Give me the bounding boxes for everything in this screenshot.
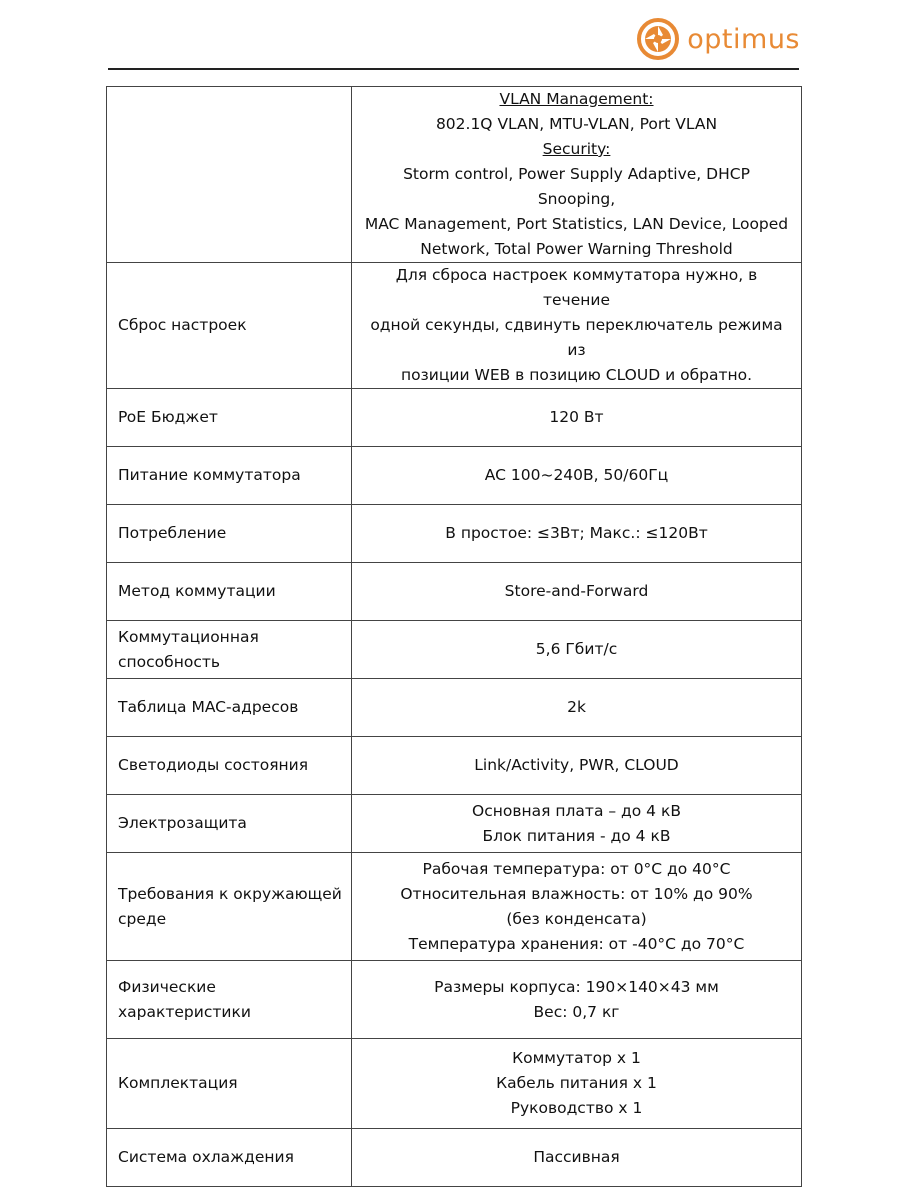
value-line: Link/Activity, PWR, CLOUD — [474, 756, 679, 774]
table-row — [107, 737, 802, 795]
spec-value — [352, 263, 802, 389]
value-line: В простое: ≤3Вт; Макс.: ≤120Вт — [445, 524, 708, 542]
value-line: Относительная влажность: от 10% до 90% — [400, 884, 753, 903]
spec-label: Потребление — [107, 505, 352, 563]
value-line: Размеры корпуса: 190×140×43 мм — [434, 977, 719, 996]
spec-label: Электрозащита — [107, 795, 352, 853]
spec-value — [352, 87, 802, 263]
value-line: Вес: 0,7 кг — [533, 1002, 620, 1021]
spec-label: Коммутационная способность — [107, 621, 352, 679]
section-heading: Security: — [542, 140, 611, 158]
table-row — [107, 505, 802, 563]
table-row — [107, 447, 802, 505]
spec-label: Требования к окружающей среде — [107, 853, 352, 961]
table-row — [107, 795, 802, 853]
spec-value — [352, 853, 802, 961]
brand-name: optimus — [687, 23, 800, 55]
specifications-table — [106, 86, 802, 1187]
spec-label: PoE Бюджет — [107, 389, 352, 447]
header-divider — [108, 68, 799, 70]
value-line: 2k — [567, 698, 586, 716]
page-header — [0, 0, 900, 70]
spec-value — [352, 737, 802, 795]
table-row — [107, 563, 802, 621]
value-line: Рабочая температура: от 0°C до 40°C — [422, 859, 731, 878]
aperture-logo-icon — [636, 17, 680, 61]
spec-value — [352, 961, 802, 1039]
value-line: Store-and-Forward — [504, 582, 649, 600]
spec-label: Метод коммутации — [107, 563, 352, 621]
value-line: MAC Management, Port Statistics, LAN Device, Looped — [364, 215, 789, 233]
spec-label — [107, 87, 352, 263]
value-line: 5,6 Гбит/с — [535, 640, 618, 658]
table-row — [107, 87, 802, 263]
spec-value — [352, 563, 802, 621]
spec-label: Физические характеристики — [107, 961, 352, 1039]
value-line: Network, Total Power Warning Threshold — [420, 240, 733, 258]
value-line: (без конденсата) — [506, 909, 647, 928]
spec-value — [352, 1039, 802, 1129]
table-row — [107, 1039, 802, 1129]
table-row — [107, 1129, 802, 1187]
value-line: Пассивная — [533, 1148, 620, 1166]
spec-value — [352, 679, 802, 737]
value-line: Блок питания - до 4 кВ — [482, 826, 671, 845]
table-row — [107, 679, 802, 737]
spec-value — [352, 447, 802, 505]
value-line: Основная плата – до 4 кВ — [472, 801, 681, 820]
spec-label: Комплектация — [107, 1039, 352, 1129]
spec-value — [352, 795, 802, 853]
table-row — [107, 853, 802, 961]
table-row — [107, 961, 802, 1039]
spec-value — [352, 621, 802, 679]
spec-label: Система охлаждения — [107, 1129, 352, 1187]
value-line: AC 100~240В, 50/60Гц — [484, 466, 669, 484]
brand-logo — [636, 16, 800, 62]
value-line: 120 Вт — [549, 408, 604, 426]
value-line: Для сброса настроек коммутатора нужно, в течение — [395, 266, 758, 309]
value-line: Кабель питания x 1 — [496, 1074, 657, 1092]
value-line: Коммутатор x 1 — [512, 1049, 641, 1067]
spec-value — [352, 389, 802, 447]
value-line: Storm control, Power Supply Adaptive, DHCP Snooping, — [403, 165, 750, 208]
value-line: 802.1Q VLAN, MTU-VLAN, Port VLAN — [435, 115, 718, 133]
spec-label: Сброс настроек — [107, 263, 352, 389]
table-row — [107, 389, 802, 447]
spec-value — [352, 505, 802, 563]
value-line: одной секунды, сдвинуть переключатель режима из — [370, 316, 783, 359]
value-line: позиции WEB в позицию CLOUD и обратно. — [400, 366, 753, 384]
spec-label: Светодиоды состояния — [107, 737, 352, 795]
section-heading: VLAN Management: — [499, 90, 654, 108]
spec-label: Таблица MAC-адресов — [107, 679, 352, 737]
value-line: Руководство x 1 — [510, 1099, 643, 1117]
table-row — [107, 621, 802, 679]
spec-value — [352, 1129, 802, 1187]
spec-label: Питание коммутатора — [107, 447, 352, 505]
table-row — [107, 263, 802, 389]
value-line: Температура хранения: от -40°C до 70°C — [408, 934, 745, 953]
